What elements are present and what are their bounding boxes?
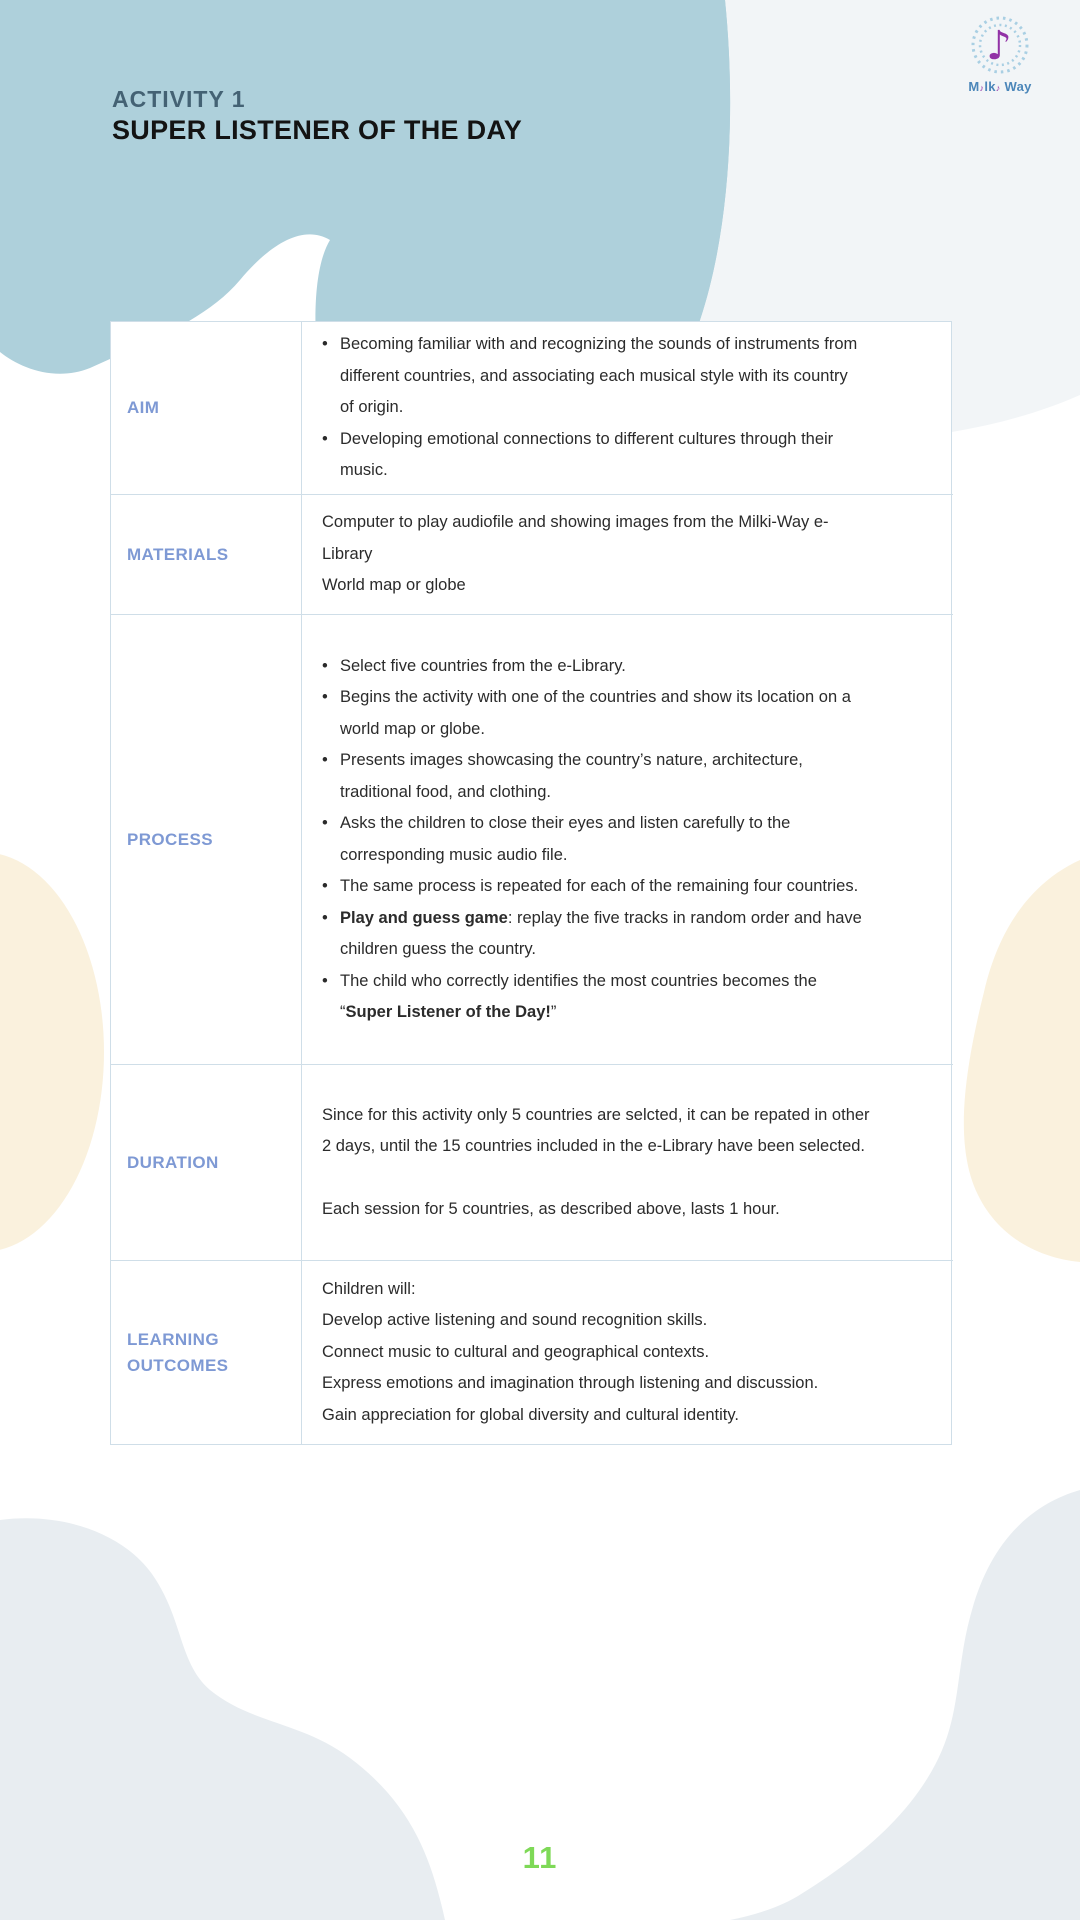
bullet-item xyxy=(322,808,943,871)
page-number: 11 xyxy=(522,1840,558,1875)
cream-left-blob-shape xyxy=(0,852,104,1252)
bullet-dot: • xyxy=(322,908,328,927)
bullet-item xyxy=(322,424,943,487)
page-header xyxy=(112,86,522,145)
bullet-item xyxy=(322,745,943,808)
logo-letters: Way xyxy=(1000,79,1032,94)
logo-letters: lk xyxy=(984,79,996,94)
paragraph: Since for this activity only 5 countries are selcted, it can be repated in other 2 days, until the 15 countries included in the e-Library have been selected. xyxy=(322,1105,870,1156)
row-content-process xyxy=(301,614,953,1064)
cream-right-blob-shape xyxy=(964,860,1080,1262)
bullet-text: The same process is repeated for each of the remaining four countries. xyxy=(340,877,859,895)
bullet-text: Play and guess game: replay the five tracks in random order and have children guess the country. xyxy=(340,908,862,958)
page-title: SUPER LISTENER OF THE DAY xyxy=(112,115,523,145)
bullet-dot: • xyxy=(322,429,328,448)
bullet-text: Presents images showcasing the country’s nature, architecture, traditional food, and clothing. xyxy=(340,751,803,801)
bullet-item xyxy=(322,651,943,683)
bullet-dot: • xyxy=(322,971,328,990)
bullet-item xyxy=(322,329,943,424)
row-content-aim xyxy=(301,322,953,494)
logo-letters: M xyxy=(968,79,980,94)
bullet-text: The child who correctly identifies the most countries becomes the “Super Listener of the Day!” xyxy=(340,971,817,1021)
row-label-aim: AIM xyxy=(127,398,160,417)
bullet-dot: • xyxy=(322,335,328,354)
logo-brand-text xyxy=(956,79,1044,94)
activity-table xyxy=(110,321,952,1445)
row-label-duration: DURATION xyxy=(111,1064,301,1260)
logo-note-glyph: ♪ xyxy=(995,83,1001,93)
bullet-item xyxy=(322,871,943,903)
bullet-dot: • xyxy=(322,656,328,675)
music-note-ring-icon xyxy=(967,12,1033,78)
bullet-text: Select five countries from the e-Library. xyxy=(340,656,626,675)
logo-note-glyph: ♪ xyxy=(979,83,985,93)
text-lines: Computer to play audiofile and showing images from the Milki-Way e- Library World map or globe xyxy=(322,513,829,595)
bullet-text: Becoming familiar with and recognizing the sounds of instruments from different countries, and associating each musical style with its country of origin. xyxy=(340,335,858,417)
row-content-duration xyxy=(301,1064,953,1260)
bullet-text: Begins the activity with one of the countries and show its location on a world map or globe. xyxy=(340,688,851,738)
row-label-materials: MATERIALS xyxy=(111,494,301,614)
bullet-text: Developing emotional connections to different cultures through their music. xyxy=(340,429,834,480)
bullet-item xyxy=(322,966,943,1029)
bullet-dot: • xyxy=(322,751,328,769)
bullet-item xyxy=(322,903,943,966)
row-content-learning-outcomes xyxy=(301,1260,953,1444)
bullet-dot: • xyxy=(322,688,328,706)
bullet-dot: • xyxy=(322,814,328,832)
bullet-item xyxy=(322,682,943,745)
row-content-materials xyxy=(301,494,953,614)
text-lines: Children will: Develop active listening and sound recognition skills. Connect music to cultural and geographical contexts. Express emotions and imagination through listening and discussion. Gain appreciation for global diversity and cultural identity. xyxy=(322,1279,819,1424)
activity-label: ACTIVITY 1 xyxy=(112,86,246,112)
bullet-text: Asks the children to close their eyes and listen carefully to the corresponding music audio file. xyxy=(340,814,791,864)
row-label-learning-outcomes: LEARNING OUTCOMES xyxy=(111,1260,301,1444)
eighth-note-icon: ♪ xyxy=(986,23,1012,69)
row-label-process: PROCESS xyxy=(111,614,301,1064)
milki-way-logo xyxy=(956,12,1044,94)
bullet-dot: • xyxy=(322,877,328,895)
paragraph: Each session for 5 countries, as described above, lasts 1 hour. xyxy=(322,1199,780,1218)
